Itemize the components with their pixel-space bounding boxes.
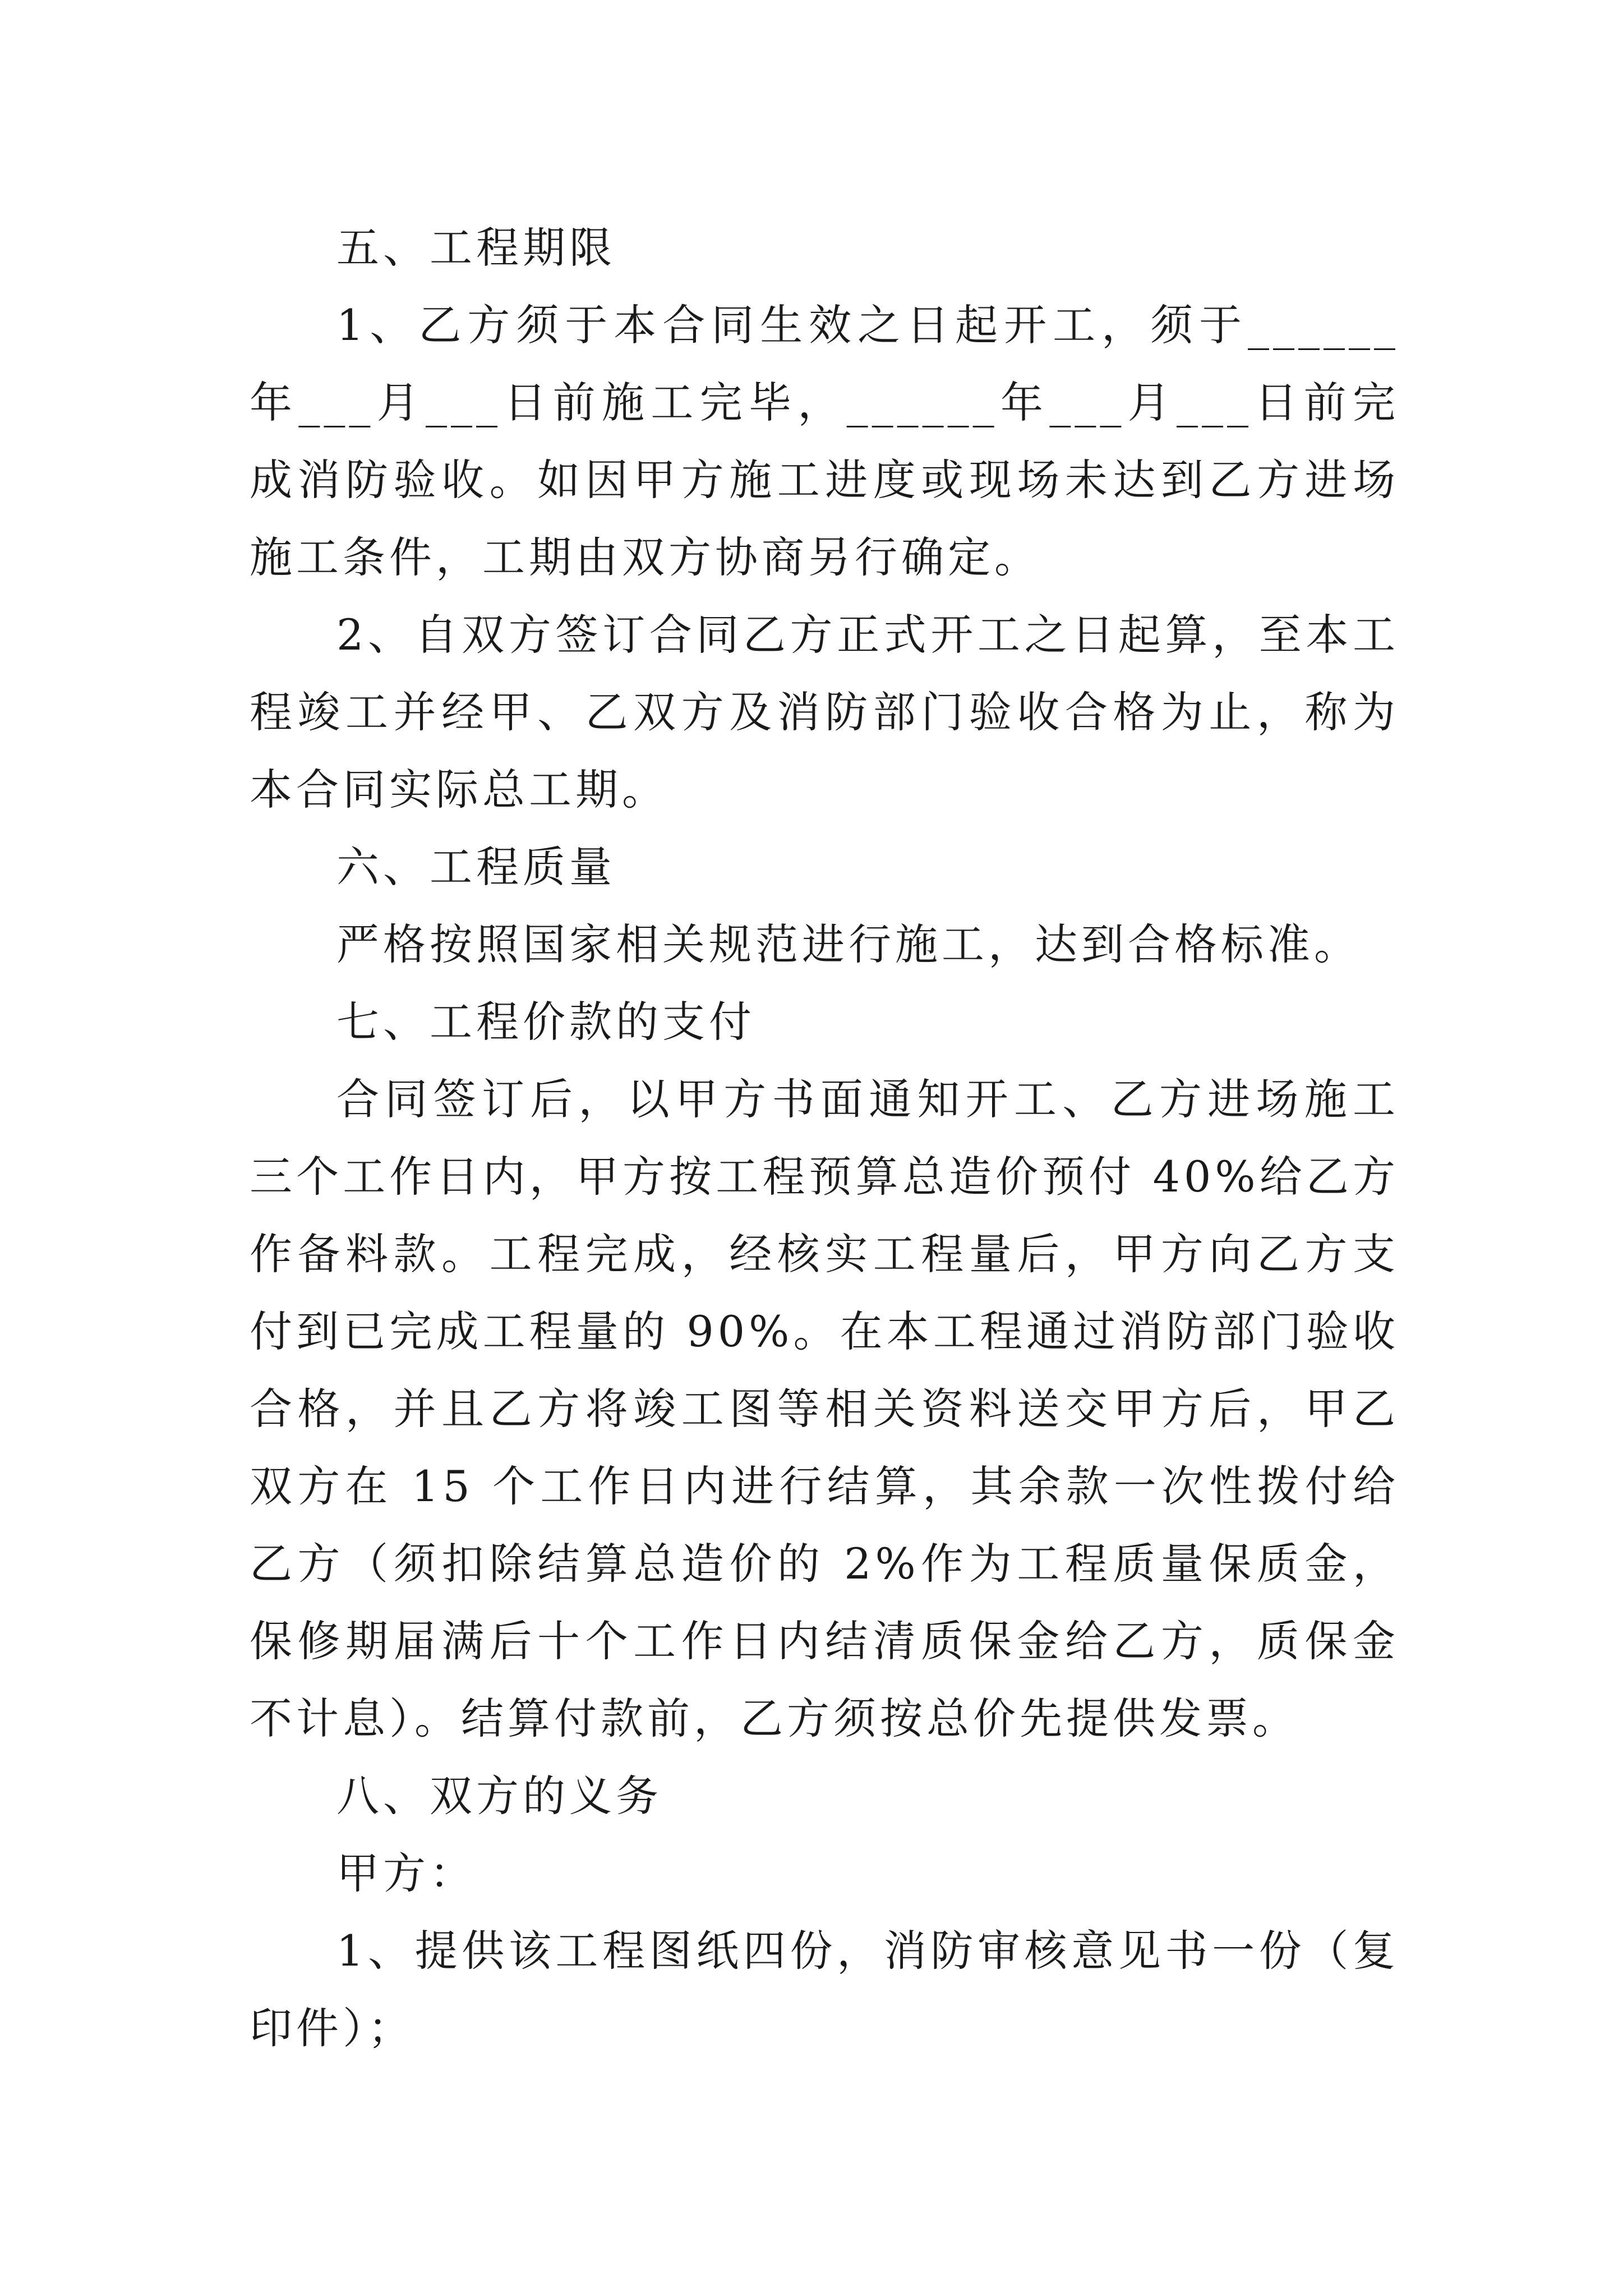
paragraph-period-clause-1: 1、乙方须于本合同生效之日起开工，须于______年___月___日前施工完毕，______年___月___日前完成消防验收。如因甲方施工进度或现场未达到乙方进场施工条件，工期由双方协商另行确定。 [250,300,1399,582]
party-a-label: 甲方： [336,1848,476,1898]
section-heading-project-quality: 六、工程质量 [336,842,616,892]
section-heading-obligations: 八、双方的义务 [336,1771,662,1821]
section-heading-payment: 七、工程价款的支付 [336,997,755,1047]
paragraph-payment-terms: 合同签订后，以甲方书面通知开工、乙方进场施工三个工作日内，甲方按工程预算总造价预付 40%给乙方作备料款。工程完成，经核实工程量后，甲方向乙方支付到已完成工程量的 90%。在本工程通过消防部门验收合格，并且乙方将竣工图等相关资料送交甲方后，甲乙双方在 15 个工作日内进行结算，其余款一次性拨付给乙方（须扣除结算总造价的 2%作为工程质量保质金，保修期届满后十个工作日内结清质保金给乙方，质保金不计息）。结算付款前，乙方须按总价先提供发票。 [250,1074,1399,1743]
paragraph-period-clause-2: 2、自双方签订合同乙方正式开工之日起算，至本工程竣工并经甲、乙双方及消防部门验收合格为止，称为本合同实际总工期。 [250,610,1399,815]
document-body [250,209,1399,2067]
paragraph-party-a-obligation-1: 1、提供该工程图纸四份，消防审核意见书一份（复印件）； [250,1926,1399,2053]
paragraph-quality-standard: 严格按照国家相关规范进行施工，达到合格标准。 [336,919,1361,969]
section-heading-project-period: 五、工程期限 [336,223,616,273]
